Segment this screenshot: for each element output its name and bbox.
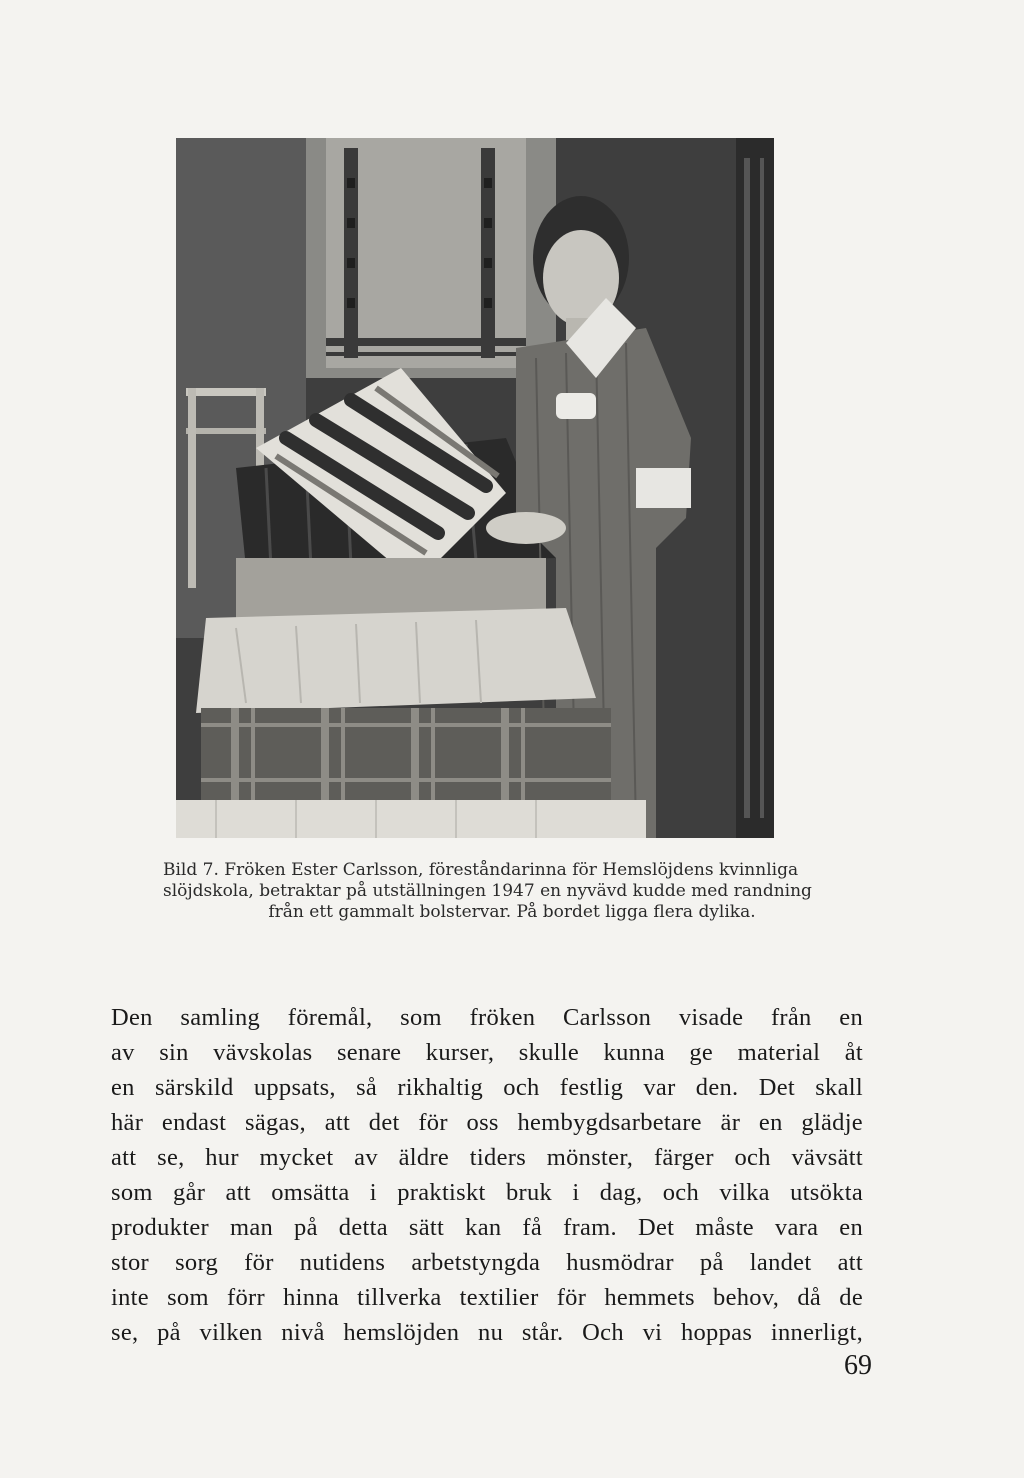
photograph <box>176 138 774 838</box>
figure-caption <box>163 860 861 923</box>
caption-line: slöjdskola, betraktar på utställningen 1947 en nyvävd kudde med randning <box>163 881 812 901</box>
paragraph-line: en särskild uppsats, så rikhaltig och festlig var den. Det skall <box>111 1074 863 1101</box>
paragraph-line: inte som förr hinna tillverka textilier för hemmets behov, då de <box>111 1284 863 1311</box>
paragraph-line: som går att omsätta i praktiskt bruk i dag, och vilka utsökta <box>111 1179 863 1206</box>
body-paragraph <box>111 1000 863 1350</box>
paragraph-line: Den samling föremål, som fröken Carlsson visade från en <box>111 1004 863 1031</box>
page-number: 69 <box>844 1350 872 1381</box>
photograph-woman-holding-striped-pillow-icon <box>176 138 774 838</box>
paragraph-line: produkter man på detta sätt kan få fram. Det måste vara en <box>111 1214 863 1241</box>
paragraph-line: se, på vilken nivå hemslöjden nu står. Och vi hoppas innerligt, <box>111 1319 863 1346</box>
paragraph-line: stor sorg för nutidens arbetstyngda husmödrar på landet att <box>111 1249 863 1276</box>
caption-line: Bild 7. Fröken Ester Carlsson, föreståndarinna för Hemslöjdens kvinnliga <box>163 860 799 880</box>
paragraph-line: att se, hur mycket av äldre tiders mönster, färger och vävsätt <box>111 1144 863 1171</box>
caption-line: från ett gammalt bolstervar. På bordet ligga flera dylika. <box>268 902 756 922</box>
paragraph-line: här endast sägas, att det för oss hembygdsarbetare är en glädje <box>111 1109 863 1136</box>
paragraph-line: av sin vävskolas senare kurser, skulle kunna ge material åt <box>111 1039 863 1066</box>
